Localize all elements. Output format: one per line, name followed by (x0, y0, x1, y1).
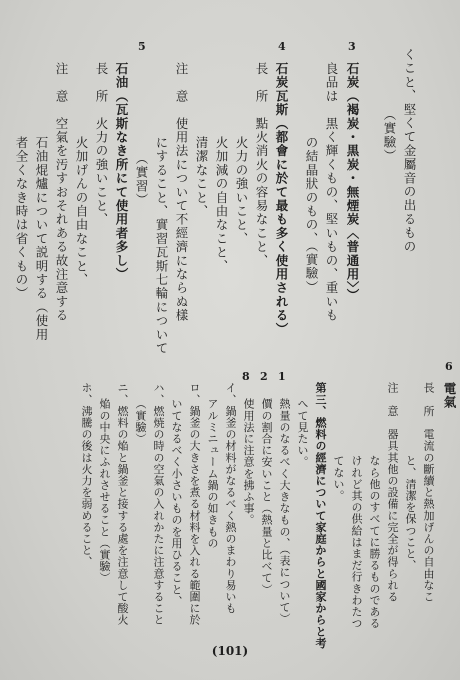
text-column: へて見たい。 (296, 398, 309, 468)
section-number: 3 (348, 40, 356, 53)
text-column: （實驗） (382, 108, 397, 163)
text-column: 火加げんの自由なこと、 (74, 136, 89, 287)
text-column: アルミニューム鍋の如きもの (206, 398, 219, 549)
text-column: 第三、燃料の經濟について家庭からと國家からと考 (314, 382, 327, 649)
text-column: 清潔なこと、 (194, 136, 209, 219)
text-column: 石炭瓦斯（都會に於て最も多く使用される） (274, 62, 289, 336)
text-column: 石炭（褐炭・黒炭・無煙炭〈普通用〉） (345, 62, 360, 303)
text-column: くこと、堅くて金屬音の出るもの (402, 48, 417, 254)
text-column: 火力の強いこと、 (234, 136, 249, 246)
text-column: ニ、燃料の焔と鍋釜と接する處を注意して酸火 (116, 382, 129, 626)
text-column: 火加減の自由なこと、 (214, 136, 229, 273)
text-column: と、清潔を保つこと、 (404, 455, 417, 571)
text-column: 長 所 電流の斷續と熱加げんの自由なこ (422, 382, 435, 603)
page-number: (101) (211, 644, 249, 658)
text-column: イ、鍋釜の材料がなるべく熱のまわり易いも (224, 382, 237, 614)
section-number: 5 (138, 40, 146, 53)
text-column: 價の割合に安いこと（熱量と比べて） (260, 398, 273, 596)
text-column: てない。 (332, 455, 345, 502)
text-column: 電氣 (442, 382, 457, 410)
section-number: 2 (260, 370, 268, 383)
text-column: 石油焜爐について説明する（使用 (34, 136, 49, 342)
text-column: 長 所 點火消火の容易なこと、 (254, 62, 269, 268)
text-column: ハ、燃焼の時の空氣の入れかたに注意すること (152, 382, 165, 626)
text-column: （實驗） (134, 398, 147, 445)
text-column: 良品は 黒く輝くもの、堅いもの、重いも (324, 62, 339, 323)
section-number: 1 (278, 370, 286, 383)
text-column: の結晶狀のもの、（實驗） (304, 136, 319, 295)
section-number: 4 (278, 40, 286, 53)
text-column: けれど其の供給はまだ行きわたつ (350, 455, 363, 629)
text-column: 注 意 使用法について不經濟にならぬ樣 (174, 62, 189, 323)
text-column: いてなるべく小さいものを用ひること、 (170, 398, 183, 607)
section-number: 6 (445, 360, 453, 373)
text-column: 注 意 空氣を汚すおそれある故注意する (54, 62, 69, 323)
text-column: 熱量のなるべく大きなもの、（表について） (278, 398, 291, 625)
text-column: （實習） (134, 152, 149, 207)
text-column: 石油（瓦斯なき所にて使用者多し） (114, 62, 129, 282)
text-column: ロ、鍋釜の大きさを煮る材料を入れる範圍に於 (188, 382, 201, 626)
text-column: 使用法に注意を拂ふ事。 (242, 398, 255, 526)
text-column: 者全くなき時は省くもの） (14, 136, 29, 301)
text-column: にすること、實習瓦斯七輪について (154, 136, 169, 356)
text-column: なら他のすべてに勝るものである (368, 455, 381, 629)
text-column: 焔の中央にふれさせること（實驗） (98, 398, 111, 584)
text-column: 長 所 火力の強いこと、 (94, 62, 109, 227)
text-column: ホ、沸騰の後は火力を弱めること、 (80, 382, 93, 568)
text-column: 注 意 器具其他の設備に完全が得られる (386, 382, 399, 603)
section-number: 8 (242, 370, 250, 383)
